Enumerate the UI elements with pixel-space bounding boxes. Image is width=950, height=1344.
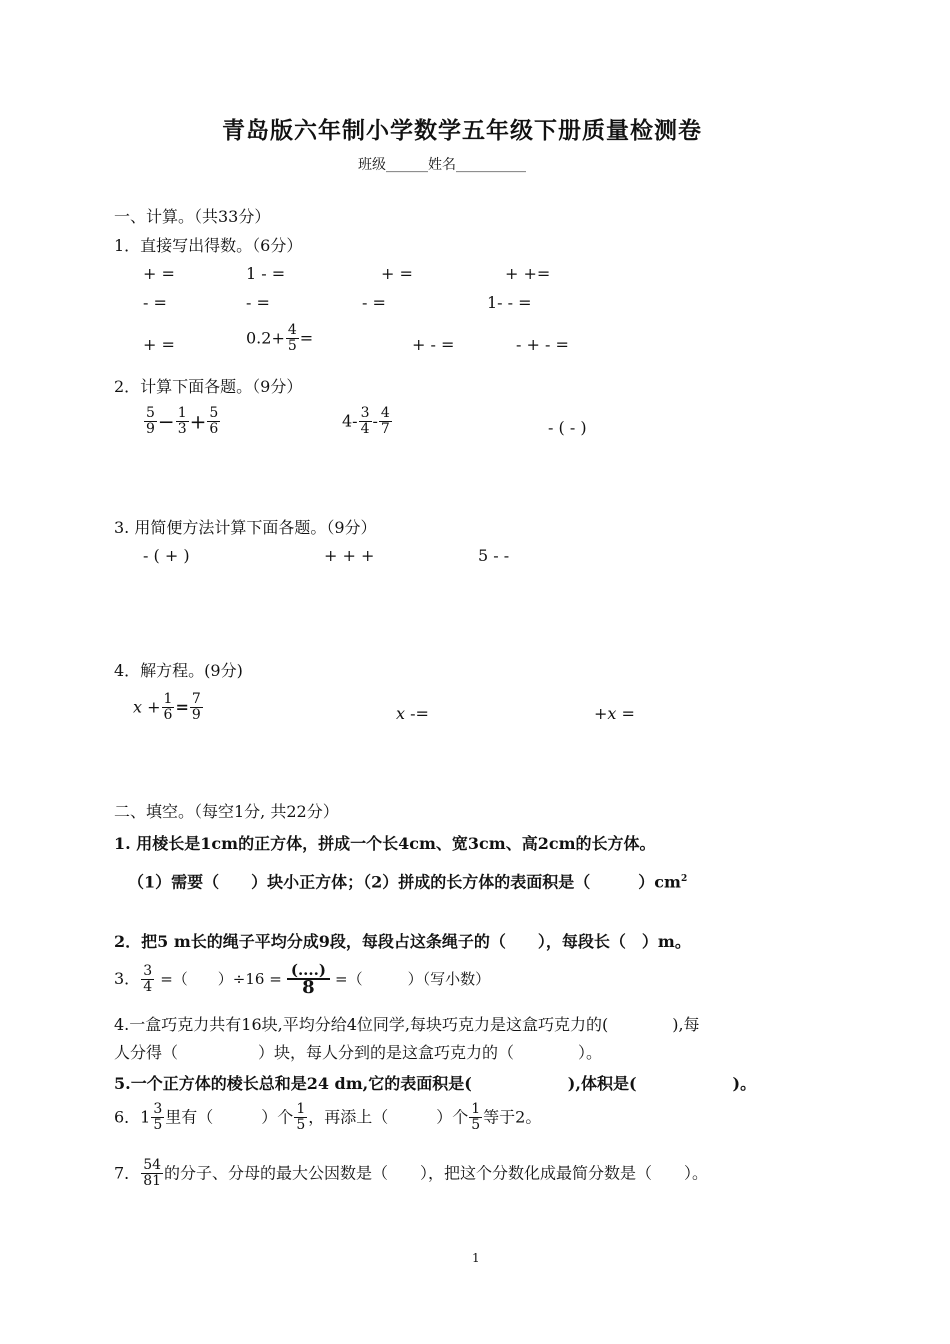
fill-q4-line2: 人分得（ ）块，每人分到的是这盒巧克力的（ ）。 — [114, 1043, 603, 1062]
fraction — [141, 1158, 163, 1189]
q1-row1-d: + += — [505, 264, 551, 283]
q2-expr2 — [342, 406, 393, 437]
text: + — [594, 704, 608, 723]
text: 7． — [114, 1163, 141, 1183]
numerator: 1 — [163, 691, 173, 707]
variable-x: x — [607, 704, 617, 723]
numerator: 5 — [146, 405, 155, 421]
text: -= — [410, 704, 429, 723]
fill-q3 — [114, 962, 490, 996]
fraction — [144, 406, 157, 437]
q1-row2-d: 1- - = — [487, 293, 532, 312]
section2-heading: 二、填空。（每空1分, 共22分） — [114, 802, 339, 821]
numerator: 5 — [209, 405, 219, 421]
operator: − — [157, 409, 175, 434]
q1-row3-a: + = — [143, 335, 175, 354]
fraction — [207, 406, 220, 437]
numerator: 4 — [287, 322, 297, 338]
denominator: 9 — [146, 421, 155, 437]
denominator: 4 — [360, 421, 370, 437]
fraction — [176, 406, 189, 437]
text: 3． — [114, 969, 141, 988]
fraction — [162, 692, 175, 723]
q4-eq1 — [133, 692, 204, 723]
q1-row2-b: - = — [246, 293, 270, 312]
numerator: 3 — [360, 405, 370, 421]
fraction — [286, 323, 299, 354]
denominator: 81 — [143, 1173, 162, 1189]
q4-eq2 — [396, 704, 429, 724]
class-name-line: 班级______姓名__________ — [358, 157, 526, 173]
operator: + — [147, 697, 161, 717]
fill-q1-line2 — [128, 869, 687, 892]
denominator: 3 — [177, 421, 187, 437]
denominator: 5 — [471, 1117, 481, 1133]
fraction — [359, 406, 372, 437]
denominator: 7 — [380, 421, 390, 437]
fraction — [151, 1102, 164, 1133]
text: 等于2。 — [483, 1107, 542, 1127]
text: 里有（ ）个 — [165, 1107, 294, 1127]
numerator: 1 — [296, 1101, 306, 1117]
numerator: 7 — [191, 691, 201, 707]
denominator: 5 — [287, 338, 297, 354]
numerator: 4 — [380, 405, 390, 421]
q1-row3-b — [246, 323, 313, 354]
fraction — [294, 1102, 307, 1133]
numerator: 3 — [153, 1101, 163, 1117]
denominator: 6 — [163, 707, 173, 723]
variable-x: x — [396, 704, 406, 723]
equals: = — [175, 697, 189, 717]
fraction — [190, 692, 203, 723]
text: =（ ）（写小数） — [335, 970, 491, 988]
fill-q2: 2．把5 m长的绳子平均分成9段，每段占这条绳子的（ ），每段长（ ）m。 — [114, 932, 691, 951]
fraction — [141, 964, 154, 995]
superscript: 2 — [680, 874, 688, 884]
q2-expr3: - ( - ) — [548, 418, 587, 437]
text: 的分子、分母的最大公因数是（ ），把这个分数化成最简分数是（ ）。 — [164, 1163, 709, 1183]
q1-row3-d: - + - = — [516, 335, 569, 354]
numerator: 3 — [143, 962, 153, 979]
q1-row1-c: + = — [381, 264, 413, 283]
text: = — [621, 704, 635, 723]
fill-q4-line1: 4.一盒巧克力共有16块,平均分给4位同学,每块巧克力是这盒巧克力的( ),每 — [114, 1015, 700, 1034]
fill-q1-line1: 1. 用棱长是1cm的正方体，拼成一个长4cm、宽3cm、高2cm的长方体。 — [114, 834, 656, 853]
fill-q6 — [114, 1102, 541, 1133]
denominator: 9 — [191, 707, 201, 723]
page-number: 1 — [472, 1251, 480, 1265]
q1-row1-b: 1 - = — [246, 264, 286, 283]
denominator: 5 — [153, 1117, 163, 1133]
numerator: 1 — [471, 1101, 481, 1117]
text: = — [299, 328, 314, 348]
blank-fraction — [287, 962, 330, 996]
q3-expr2: + + + — [324, 546, 375, 565]
q3-expr3: 5 - - — [478, 546, 510, 565]
operator: - — [372, 411, 378, 431]
text: 0.2+ — [246, 328, 285, 348]
denominator: 5 — [296, 1117, 306, 1133]
text: 6．1 — [114, 1107, 151, 1127]
variable-x: x — [133, 697, 143, 717]
q1-row2-c: - = — [362, 293, 386, 312]
q1-row2-a: - = — [143, 293, 167, 312]
text: （1）需要（ ）块小正方体；（2）拼成的长方体的表面积是（ ）cm — [128, 872, 681, 892]
q4-label: 4．解方程。(9分) — [114, 661, 243, 680]
q1-row1-a: + = — [143, 264, 175, 283]
operator: + — [189, 409, 207, 434]
numerator-blank: (....) — [287, 962, 330, 980]
text: ，再添上（ ）个 — [308, 1107, 469, 1127]
fraction — [469, 1102, 482, 1133]
q1-row3-c: + - = — [412, 335, 455, 354]
numerator: 54 — [143, 1157, 162, 1173]
denominator: 6 — [209, 421, 219, 437]
denominator: 4 — [143, 978, 153, 995]
q4-eq3 — [594, 704, 635, 724]
numerator: 1 — [177, 405, 187, 421]
section1-heading: 一、计算。（共33分） — [114, 207, 271, 226]
q2-expr1 — [143, 406, 221, 437]
text: 4- — [342, 411, 358, 431]
text: =（ ）÷16 = — [160, 970, 282, 988]
page-title: 青岛版六年制小学数学五年级下册质量检测卷 — [222, 117, 702, 144]
q2-label: 2．计算下面各题。（9分） — [114, 377, 303, 396]
fraction — [379, 406, 392, 437]
q1-label: 1．直接写出得数。（6分） — [114, 236, 303, 255]
denominator: 8 — [302, 977, 315, 998]
fill-q5: 5.一个正方体的棱长总和是24 dm,它的表面积是( ),体积是( )。 — [114, 1074, 757, 1093]
q3-expr1: - ( + ) — [143, 546, 190, 565]
q3-label: 3. 用简便方法计算下面各题。（9分） — [114, 518, 377, 537]
fill-q7 — [114, 1158, 708, 1189]
